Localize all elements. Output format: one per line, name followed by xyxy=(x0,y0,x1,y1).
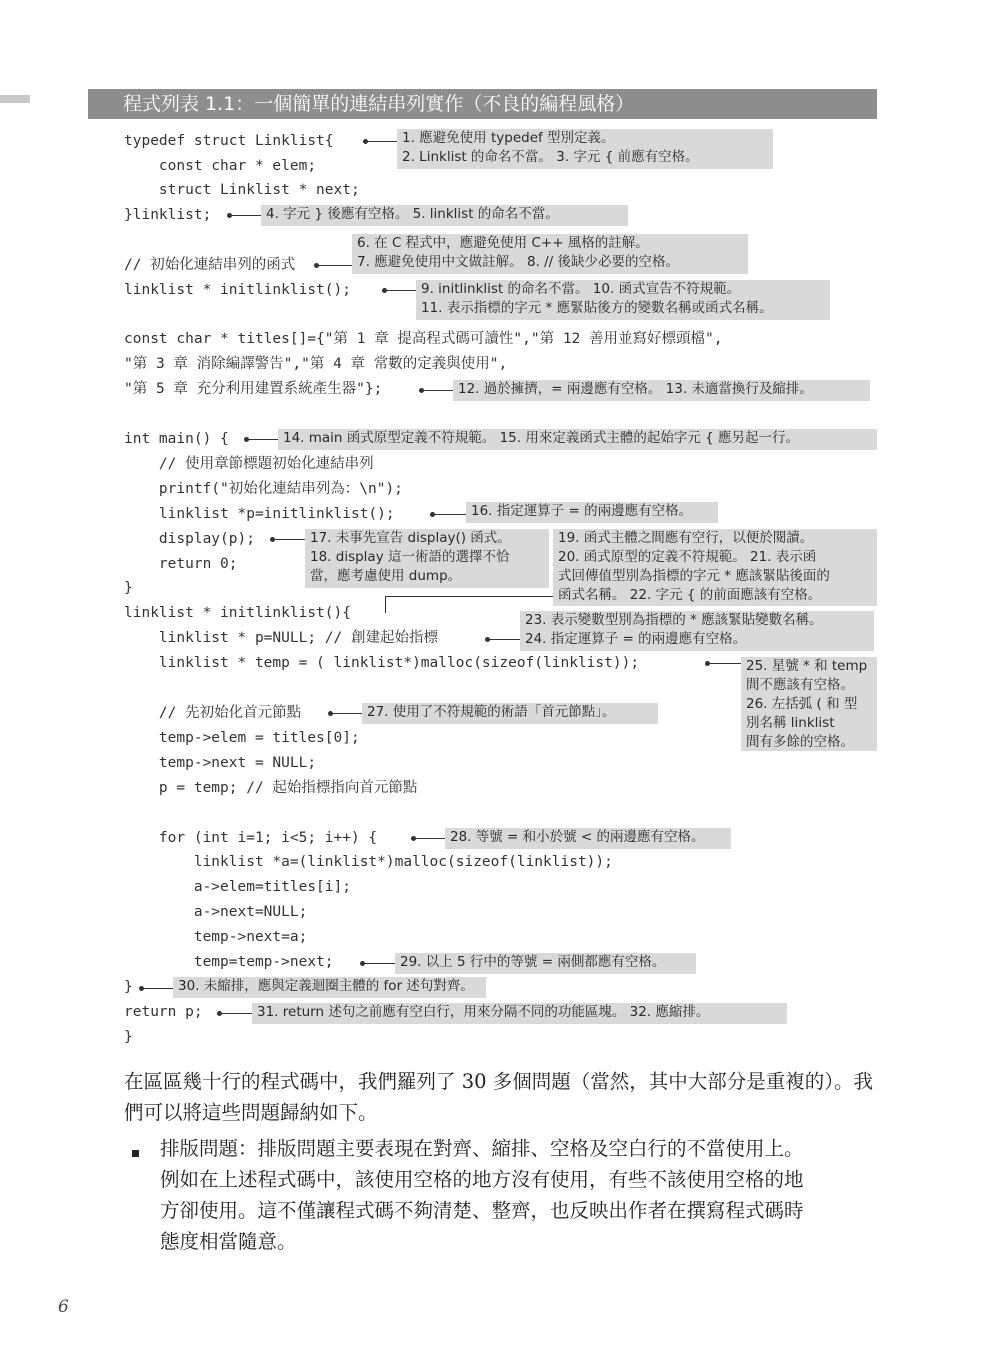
annotation-box: 25. 星號 * 和 temp 間不應該有空格。 26. 左括弧 ( 和 型 別名稱 linklist 間有多餘的空格。 xyxy=(741,657,877,751)
body-paragraph: 在區區幾十行的程式碼中，我們羅列了 30 多個問題（當然，其中大部分是重複的）。我們可以將這些問題歸納如下。 xyxy=(124,1070,873,1124)
annotation-box: 6. 在 C 程式中，應避免使用 C++ 風格的註解。 7. 應避免使用中文做註解。 8. // 後缺少必要的空格。 xyxy=(352,234,748,274)
code-line: // 先初始化首元節點 xyxy=(124,705,302,721)
leader-line xyxy=(487,639,520,640)
code-line: } xyxy=(124,1029,133,1045)
leader-line xyxy=(141,988,173,989)
leader-line xyxy=(219,1013,252,1014)
code-line: display(p); xyxy=(124,531,255,547)
code-line: linklist *p=initlinklist(); xyxy=(124,506,395,522)
code-line: temp=temp->next; xyxy=(124,954,334,970)
bullet-line: 排版問題：排版問題主要表現在對齊、縮排、空格及空白行的不當使用上。 xyxy=(160,1137,804,1160)
code-line: const char * titles[]={"第 1 章 提高程式碼可讀性","第 12 善用並寫好標頭檔", xyxy=(124,331,723,347)
annotation-box: 9. initlinklist 的命名不當。 10. 函式宣告不符規範。 11. 表示指標的字元 * 應緊貼後方的變數名稱或函式名稱。 xyxy=(416,280,830,320)
leader-line xyxy=(432,514,466,515)
code-line: int main() { xyxy=(124,431,229,447)
code-line: a->elem=titles[i]; xyxy=(124,879,351,895)
code-line: const char * elem; xyxy=(124,158,317,174)
page-number: 6 xyxy=(58,1297,69,1317)
annotation-box: 1. 應避免使用 typedef 型別定義。 2. Linklist 的命名不當。 3. 字元 { 前應有空格。 xyxy=(397,129,773,169)
page-edge-tab xyxy=(0,95,30,103)
code-line: linklist * temp = ( linklist*)malloc(sizeof(linklist)); xyxy=(124,655,640,671)
code-line: } xyxy=(124,580,133,596)
code-line: temp->next = NULL; xyxy=(124,755,317,771)
leader-line xyxy=(413,838,445,839)
annotation-box: 4. 字元 } 後應有空格。 5. linklist 的命名不當。 xyxy=(261,205,628,226)
annotation-box: 14. main 函式原型定義不符規範。 15. 用來定義函式主體的起始字元 { 應另起一行。 xyxy=(278,429,877,450)
listing-title: 程式列表 1.1：一個簡單的連結串列實作（不良的編程風格） xyxy=(88,89,877,119)
code-line: "第 3 章 消除編譯警告","第 4 章 常數的定義與使用", xyxy=(124,356,508,372)
leader-line xyxy=(330,713,362,714)
code-line: temp->next=a; xyxy=(124,929,308,945)
leader-line xyxy=(365,141,397,142)
leader-line xyxy=(362,963,395,964)
code-line: return 0; xyxy=(124,556,238,572)
annotation-box: 27. 使用了不符規範的術語「首元節點」。 xyxy=(362,703,658,724)
code-line: for (int i=1; i<5; i++) { xyxy=(124,830,378,846)
leader-line xyxy=(384,290,416,291)
leader-line xyxy=(385,596,553,597)
code-line: "第 5 章 充分利用建置系統產生器"}; xyxy=(124,381,383,397)
leader-line xyxy=(316,265,352,266)
annotation-box: 30. 未縮排，應與定義迴圈主體的 for 述句對齊。 xyxy=(173,977,486,998)
leader-line xyxy=(421,390,453,391)
code-line: }linklist; xyxy=(124,207,212,223)
annotation-box: 29. 以上 5 行中的等號 = 兩側都應有空格。 xyxy=(395,953,696,974)
code-line: linklist * p=NULL; // 創建起始指標 xyxy=(124,630,438,646)
code-line: linklist * initlinklist(){ xyxy=(124,605,351,621)
bullet-line: 方卻使用。這不僅讓程式碼不夠清楚、整齊，也反映出作者在撰寫程式碼時 xyxy=(160,1199,804,1222)
annotation-box: 19. 函式主體之間應有空行，以便於閱讀。 20. 函式原型的定義不符規範。 21. 表示函 式回傳值型別為指標的字元 * 應該緊貼後面的 函式名稱。 22. 字元 { 的前面應該有空格。 xyxy=(553,529,877,606)
annotation-box: 12. 過於擁擠，= 兩邊應有空格。 13. 未適當換行及縮排。 xyxy=(453,380,870,401)
code-line: p = temp; // 起始指標指向首元節點 xyxy=(124,780,418,796)
leader-line xyxy=(246,439,278,440)
bullet-line: 態度相當隨意。 xyxy=(160,1230,297,1253)
code-line: printf("初始化連結串列為：\n"); xyxy=(124,481,403,497)
code-line: linklist *a=(linklist*)malloc(sizeof(linklist)); xyxy=(124,854,613,870)
code-line: } xyxy=(124,979,133,995)
bullet-marker xyxy=(132,1150,139,1157)
leader-line xyxy=(272,539,305,540)
code-line: // 使用章節標題初始化連結串列 xyxy=(124,456,374,472)
annotation-box: 16. 指定運算子 = 的兩邊應有空格。 xyxy=(466,502,718,523)
leader-line xyxy=(385,596,386,613)
code-line: a->next=NULL; xyxy=(124,904,308,920)
annotation-box: 28. 等號 = 和小於號 < 的兩邊應有空格。 xyxy=(445,828,731,849)
annotation-box: 31. return 述句之前應有空白行，用來分隔不同的功能區塊。 32. 應縮排。 xyxy=(252,1003,787,1024)
annotation-box: 17. 未事先宣告 display() 函式。 18. display 這一術語的選擇不恰 當，應考慮使用 dump。 xyxy=(305,529,549,588)
code-line: temp->elem = titles[0]; xyxy=(124,730,360,746)
bullet-line: 例如在上述程式碼中，該使用空格的地方沒有使用，有些不該使用空格的地 xyxy=(160,1168,804,1191)
code-line: linklist * initlinklist(); xyxy=(124,282,351,298)
leader-line xyxy=(707,663,741,664)
annotation-box: 23. 表示變數型別為指標的 * 應該緊貼變數名稱。 24. 指定運算子 = 的兩邊應有空格。 xyxy=(520,611,874,651)
code-line: struct Linklist * next; xyxy=(124,182,360,198)
code-line: return p; xyxy=(124,1004,203,1020)
code-line: // 初始化連結串列的函式 xyxy=(124,257,296,273)
leader-line xyxy=(229,215,261,216)
code-line: typedef struct Linklist{ xyxy=(124,133,334,149)
